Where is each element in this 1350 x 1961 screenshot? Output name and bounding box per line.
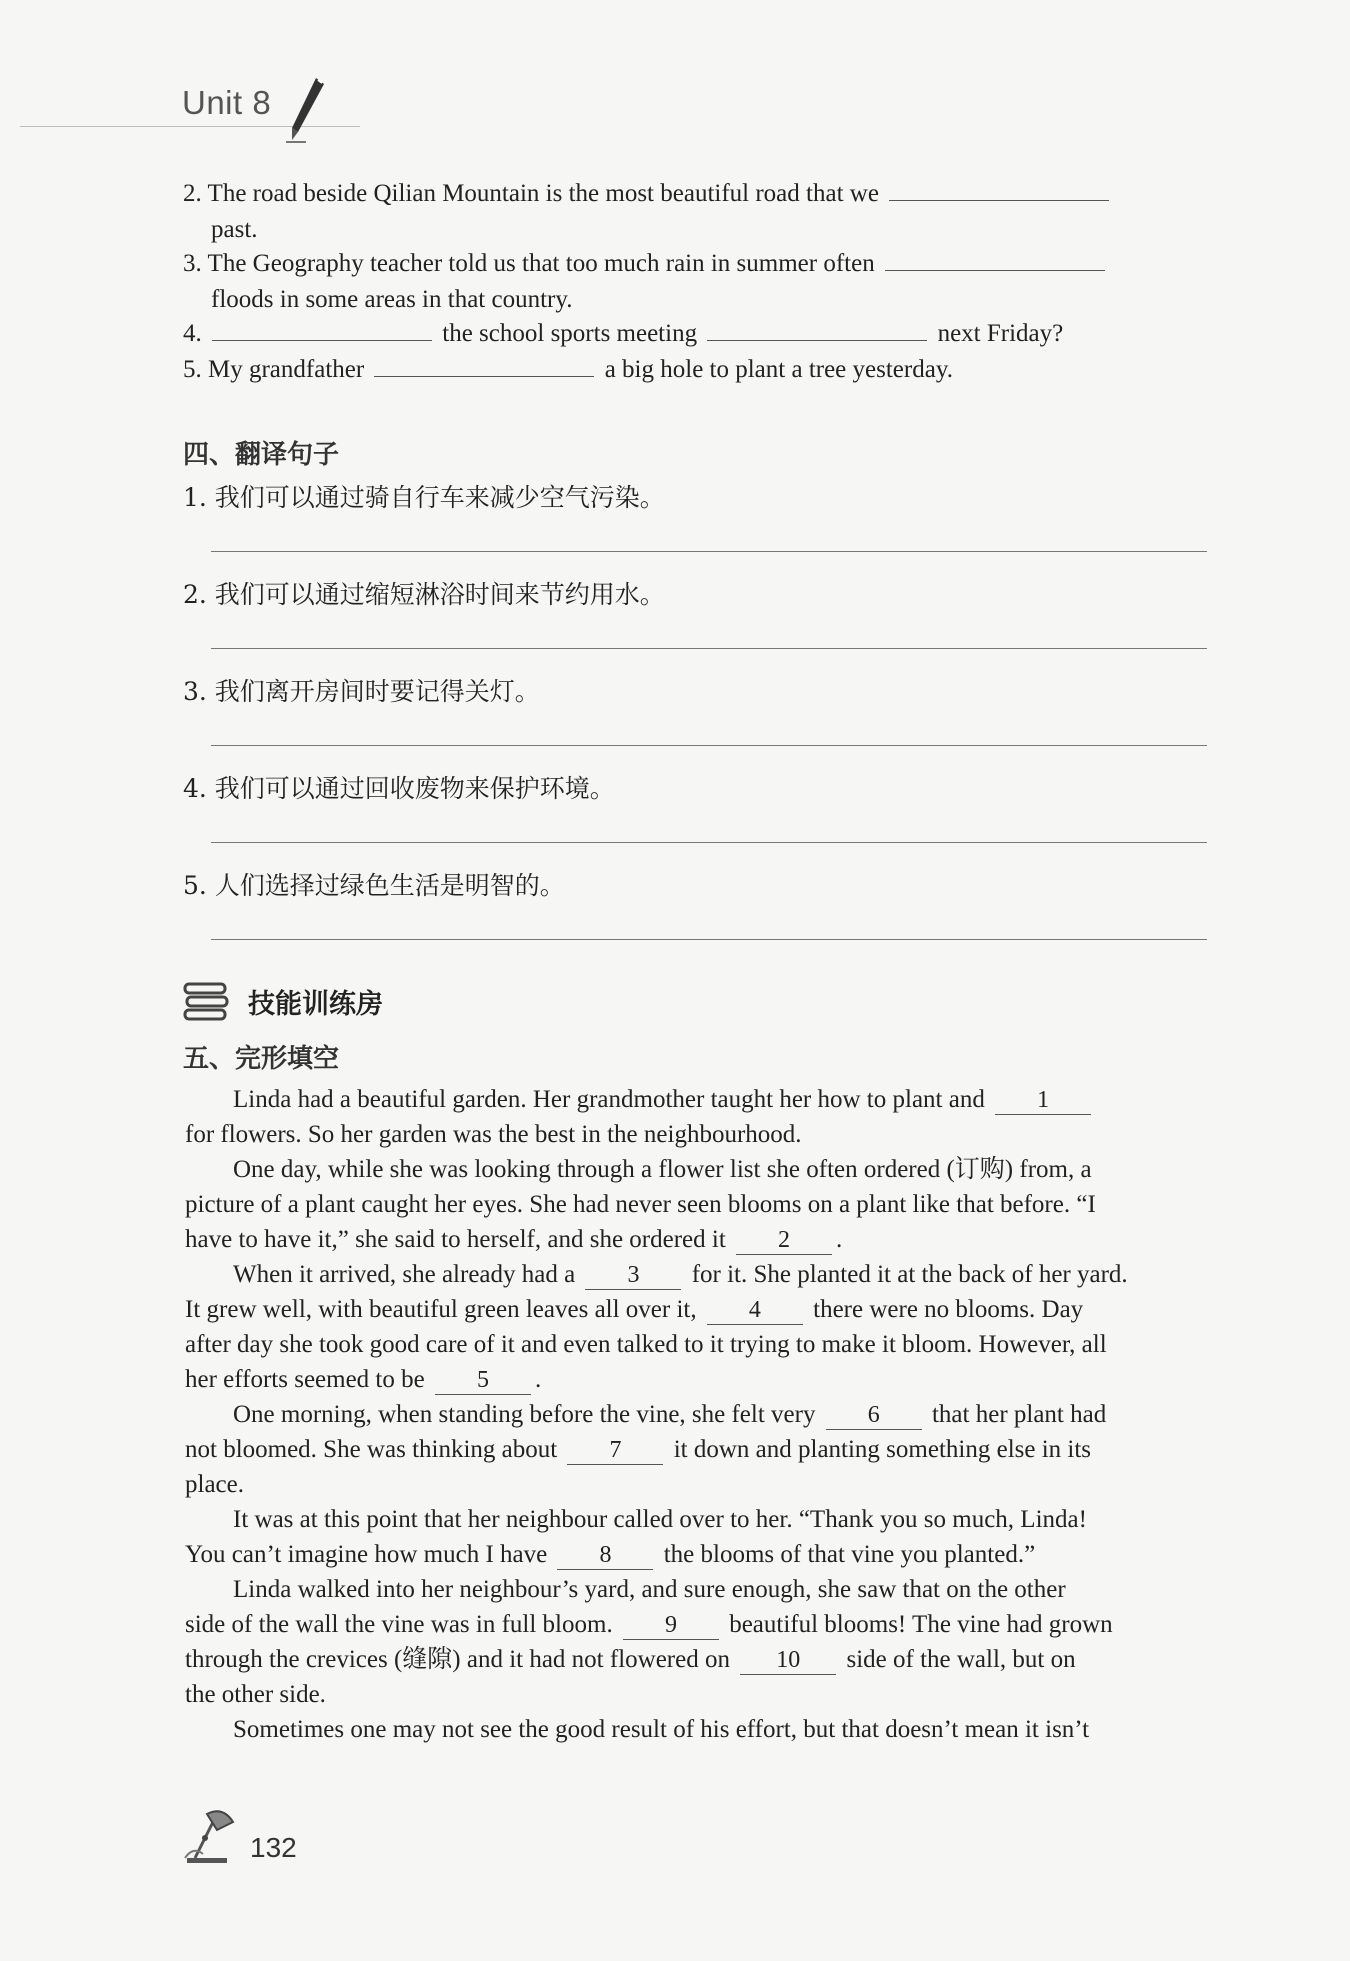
passage-line (185, 1642, 1076, 1677)
passage-text: You can’t imagine how much I have (185, 1541, 548, 1568)
question-4-end: next Friday? (937, 320, 1064, 347)
question-2-line-1 (183, 176, 1113, 211)
passage-line: One day, while she was looking through a flower list she often ordered (订购) from, a (233, 1156, 1092, 1183)
passage-text: beautiful blooms! The vine had grown (729, 1611, 1113, 1638)
page-number: 132 (250, 1832, 297, 1863)
passage-text: that her plant had (931, 1401, 1107, 1428)
passage-text: for it. She planted it at the back of her yard. (691, 1261, 1128, 1288)
passage-text: it down and planting something else in its (673, 1436, 1092, 1463)
cloze-blank-4[interactable]: 4 (707, 1298, 803, 1325)
question-5-line (183, 352, 953, 387)
passage-line: picture of a plant caught her eyes. She had never seen blooms on a plant like that before. “I (185, 1191, 1096, 1218)
translation-answer-line-4[interactable] (211, 842, 1207, 843)
pen-icon (284, 74, 328, 144)
answer-blank[interactable] (885, 246, 1105, 271)
question-2-line-2: past. (211, 216, 258, 243)
passage-line (185, 1432, 1091, 1467)
stacked-books-icon (183, 978, 229, 1024)
question-4-text: the school sports meeting (442, 320, 698, 347)
cloze-blank-7[interactable]: 7 (567, 1438, 663, 1465)
translation-answer-line-1[interactable] (211, 551, 1207, 552)
passage-text: through the crevices (缝隙) and it had not flowered on (185, 1646, 730, 1673)
translation-item-4: 4. 我们可以通过回收废物来保护环境。 (183, 774, 615, 803)
passage-text: Linda had a beautiful garden. Her grandmother taught her how to plant and (233, 1086, 985, 1113)
question-4-line (183, 316, 1063, 351)
question-3-line-1 (183, 246, 1109, 281)
translation-answer-line-3[interactable] (211, 745, 1207, 746)
cloze-blank-9[interactable]: 9 (623, 1613, 719, 1640)
passage-line (233, 1082, 1095, 1117)
translation-answer-line-2[interactable] (211, 648, 1207, 649)
skill-section-title: 技能训练房 (248, 989, 383, 1020)
cloze-heading: 五、完形填空 (183, 1044, 340, 1074)
passage-text: . (534, 1366, 542, 1393)
passage-line (185, 1362, 541, 1397)
passage-text: side of the wall the vine was in full bloom. (185, 1611, 613, 1638)
question-3-line-2: floods in some areas in that country. (211, 286, 573, 313)
passage-text: her efforts seemed to be (185, 1366, 425, 1393)
passage-line: for flowers. So her garden was the best in the neighbourhood. (185, 1121, 802, 1148)
unit-title: Unit 8 (182, 84, 272, 121)
cloze-blank-3[interactable]: 3 (585, 1263, 681, 1290)
desk-lamp-icon (183, 1808, 243, 1868)
question-2-text: 2. The road beside Qilian Mountain is the most beautiful road that we (183, 180, 879, 207)
passage-line: place. (185, 1471, 244, 1498)
passage-text: It grew well, with beautiful green leaves all over it, (185, 1296, 697, 1323)
passage-line: the other side. (185, 1681, 326, 1708)
passage-text: have to have it,” she said to herself, and she ordered it (185, 1226, 726, 1253)
passage-text: One morning, when standing before the vine, she felt very (233, 1401, 816, 1428)
passage-text: When it arrived, she already had a (233, 1261, 576, 1288)
question-4-number: 4. (183, 320, 202, 347)
cloze-blank-6[interactable]: 6 (826, 1403, 922, 1430)
question-3-text: 3. The Geography teacher told us that too much rain in summer often (183, 250, 875, 277)
passage-line: after day she took good care of it and even talked to it trying to make it bloom. However, all (185, 1331, 1107, 1358)
passage-line (185, 1607, 1113, 1642)
question-5-text: 5. My grandfather (183, 356, 365, 383)
translation-item-3: 3. 我们离开房间时要记得关灯。 (183, 677, 540, 706)
answer-blank[interactable] (212, 316, 432, 341)
translation-item-1: 1. 我们可以通过骑自行车来减少空气污染。 (183, 483, 665, 512)
translation-answer-line-5[interactable] (211, 939, 1207, 940)
passage-line (233, 1397, 1106, 1432)
cloze-blank-8[interactable]: 8 (557, 1543, 653, 1570)
passage-line (185, 1537, 1035, 1572)
passage-text: not bloomed. She was thinking about (185, 1436, 558, 1463)
cloze-blank-10[interactable]: 10 (740, 1648, 836, 1675)
passage-text: the blooms of that vine you planted.” (663, 1541, 1036, 1568)
passage-line: Linda walked into her neighbour’s yard, and sure enough, she saw that on the other (233, 1576, 1066, 1603)
passage-line (233, 1257, 1128, 1292)
passage-text: . (836, 1226, 843, 1253)
translation-heading: 四、翻译句子 (183, 440, 340, 470)
answer-blank[interactable] (374, 352, 594, 377)
cloze-blank-2[interactable]: 2 (736, 1228, 832, 1255)
passage-line: It was at this point that her neighbour called over to her. “Thank you so much, Linda! (233, 1506, 1087, 1533)
passage-text: side of the wall, but on (846, 1646, 1076, 1673)
cloze-blank-5[interactable]: 5 (435, 1368, 531, 1395)
answer-blank[interactable] (889, 176, 1109, 201)
answer-blank[interactable] (707, 316, 927, 341)
cloze-blank-1[interactable]: 1 (995, 1088, 1091, 1115)
passage-line (185, 1222, 842, 1257)
passage-line (185, 1292, 1083, 1327)
question-5-end: a big hole to plant a tree yesterday. (604, 356, 953, 383)
passage-text: there were no blooms. Day (813, 1296, 1084, 1323)
passage-line: Sometimes one may not see the good result of his effort, but that doesn’t mean it isn’t (233, 1716, 1090, 1743)
translation-item-5: 5. 人们选择过绿色生活是明智的。 (183, 871, 565, 900)
translation-item-2: 2. 我们可以通过缩短淋浴时间来节约用水。 (183, 580, 665, 609)
